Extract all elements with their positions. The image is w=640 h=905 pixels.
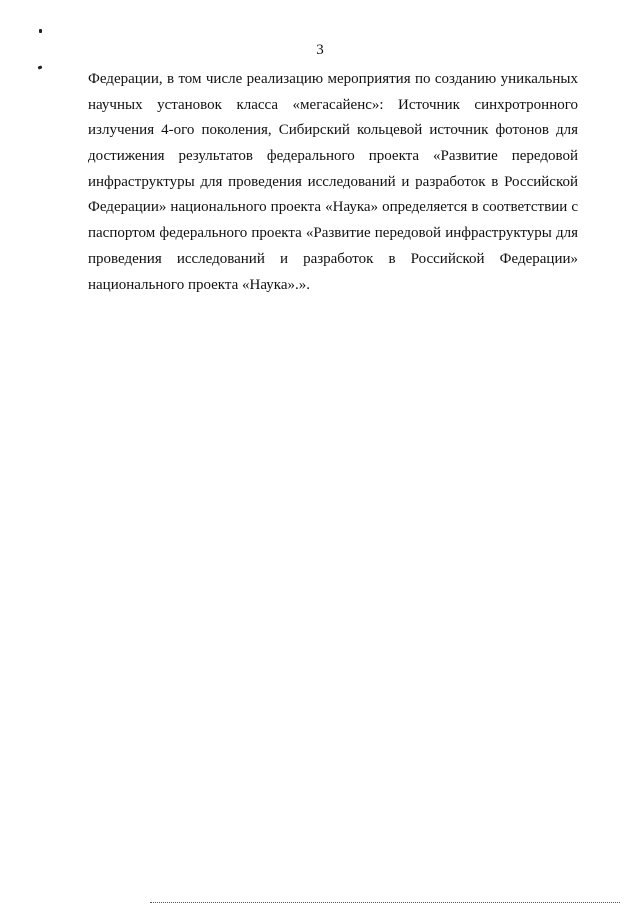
scan-speck-mark xyxy=(38,65,43,69)
paragraph-line: национального проекта «Наука».». xyxy=(88,276,310,293)
paragraph-line: научных установок класса «мегасайенс»: Источник синхротронного xyxy=(88,96,578,113)
page-number: 3 xyxy=(316,42,324,58)
scan-edge-line xyxy=(150,902,620,903)
paragraph-line: излучения 4-ого поколения, Сибирский кольцевой источник фотонов для xyxy=(88,122,578,139)
scan-speck-mark xyxy=(39,29,42,33)
paragraph-line: паспортом федерального проекта «Развитие передовой инфраструктуры для xyxy=(88,225,578,242)
paragraph-line: Федерации, в том числе реализацию мероприятия по созданию уникальных xyxy=(88,71,578,87)
paragraph-line: проведения исследований и разработок в Российской Федерации» xyxy=(88,250,578,267)
body-paragraph xyxy=(88,67,578,298)
paragraph-line: достижения результатов федерального проекта «Развитие передовой xyxy=(88,148,578,165)
paragraph-line: Федерации» национального проекта «Наука» определяется в соответствии с xyxy=(88,199,578,216)
paragraph-line: инфраструктуры для проведения исследований и разработок в Российской xyxy=(88,173,578,190)
